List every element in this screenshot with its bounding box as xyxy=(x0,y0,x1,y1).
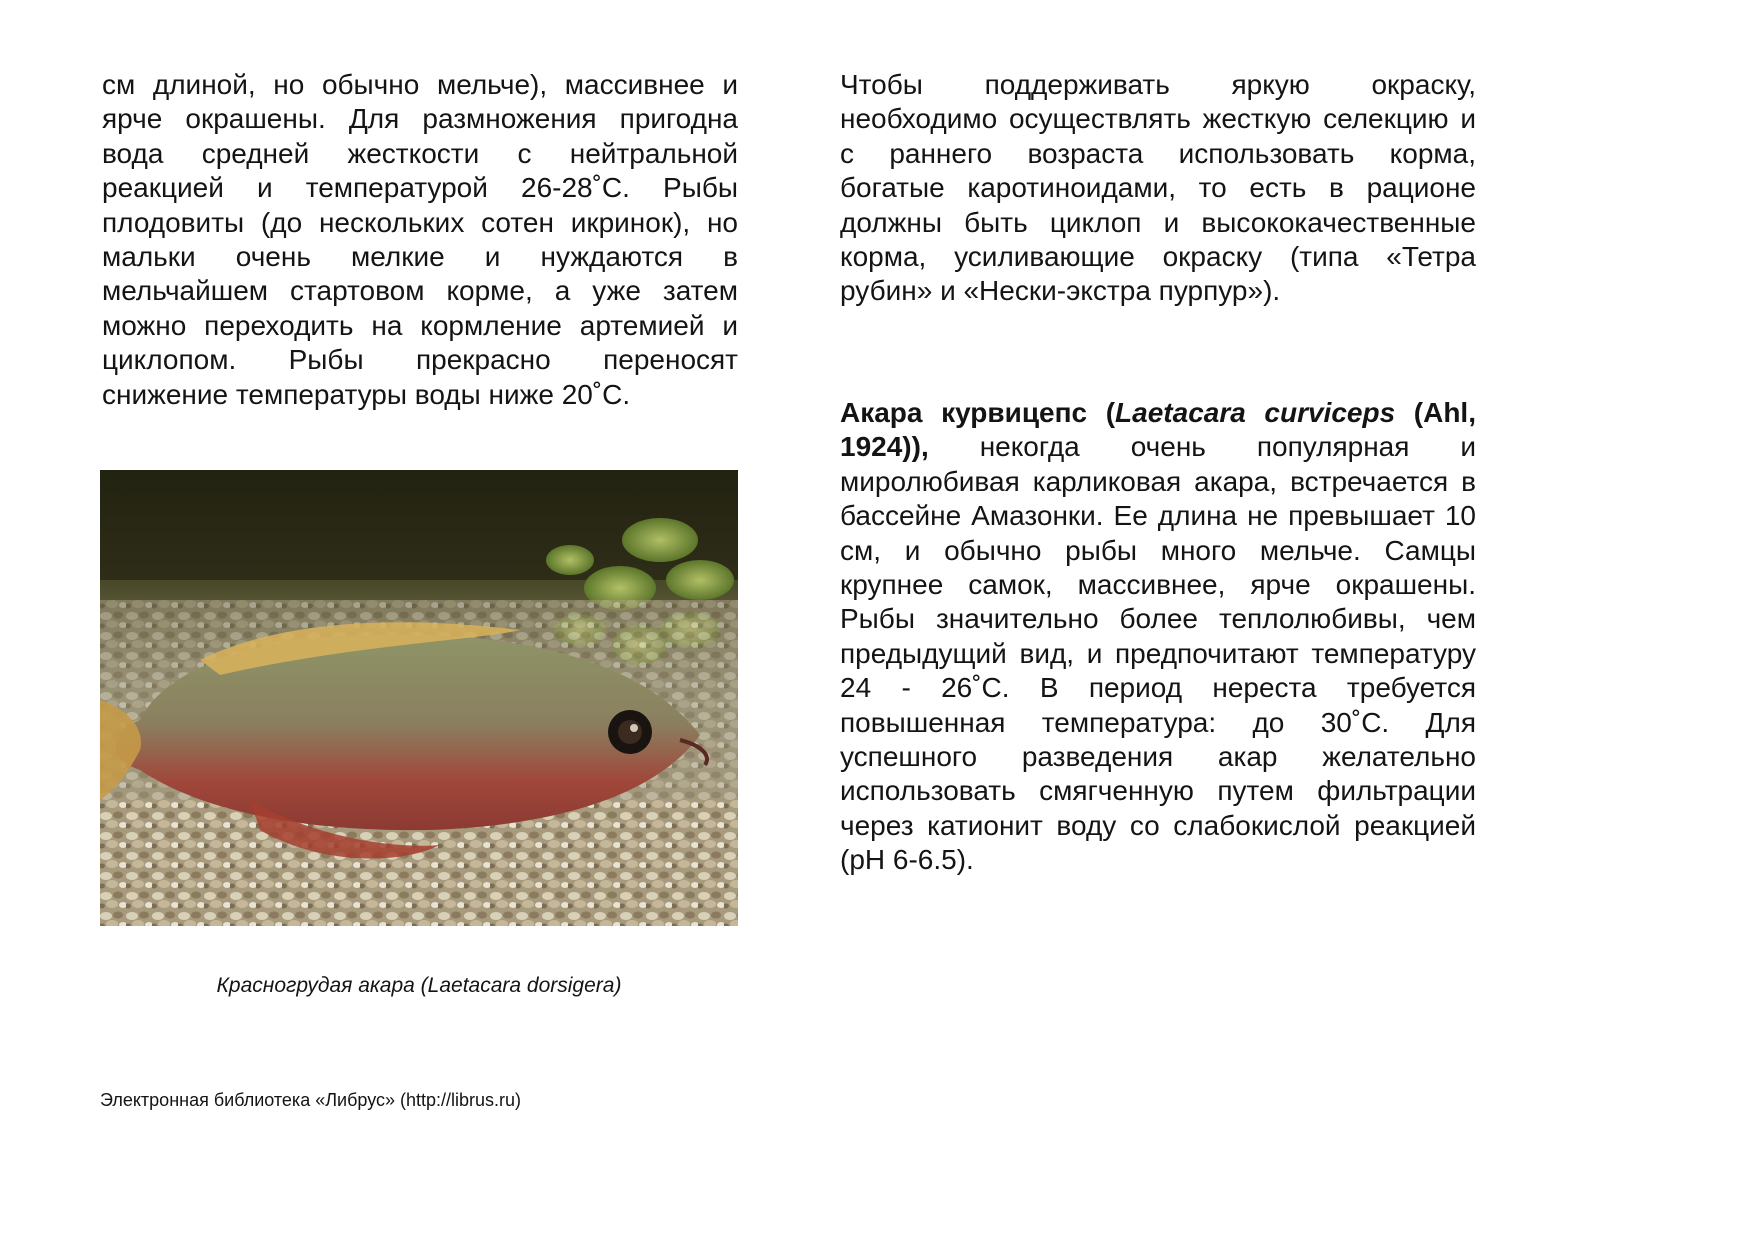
species-heading-common: Акара курвицепс ( xyxy=(840,397,1116,428)
species-heading-author: (Ahl, 1924)), xyxy=(840,397,1476,463)
fish-photo xyxy=(100,470,738,926)
left-column-paragraph: см длиной, но обычно мельче), массивнее и ярче окрашены. Для размножения пригодна вода средней жесткости с нейтральной реакцией и температурой 26-28˚С. Рыбы плодовиты (до нескольких сотен икринок), но мальки очень мелкие и нуждаются в мельчайшем стартовом корме, а уже затем можно переходить на кормление артемией и циклопом. Рыбы прекрасно переносят снижение температуры воды ниже 20˚С. xyxy=(102,69,738,410)
right-column-paragraph-1: Чтобы поддерживать яркую окраску, необходимо осуществлять жесткую селекцию и с раннего возраста использовать корма, богатые каротиноидами, то есть в рационе должны быть циклоп и высококачественные корма, усиливающие окраску (типа «Тетра рубин» и «Нески-экстра пурпур»). xyxy=(840,69,1476,307)
footer-library-credit: Электронная библиотека «Либрус» (http://librus.ru) xyxy=(100,1090,522,1110)
right-column-paragraph-2 xyxy=(840,396,1476,878)
figure-caption: Красногрудая акара (Laetacara dorsigera) xyxy=(216,974,622,997)
species-heading-latin: Laetacara curviceps xyxy=(1115,397,1396,428)
species-description: некогда очень популярная и миролюбивая карликовая акара, встречается в бассейне Амазонки. Ее длина не превышает 10 см, и обычно рыбы много мельче. Самцы крупнее самок, массивнее, ярче окрашены. Рыбы значительно более теплолюбивы, чем предыдущий вид, и предпочитают температуру 24 - 26˚С. В период нереста требуется повышенная температура: до 30˚С. Для успешного разведения акар желательно использовать смягченную путем фильтрации через катионит воду со слабокислой реакцией (рН 6-6.5). xyxy=(840,431,1476,876)
